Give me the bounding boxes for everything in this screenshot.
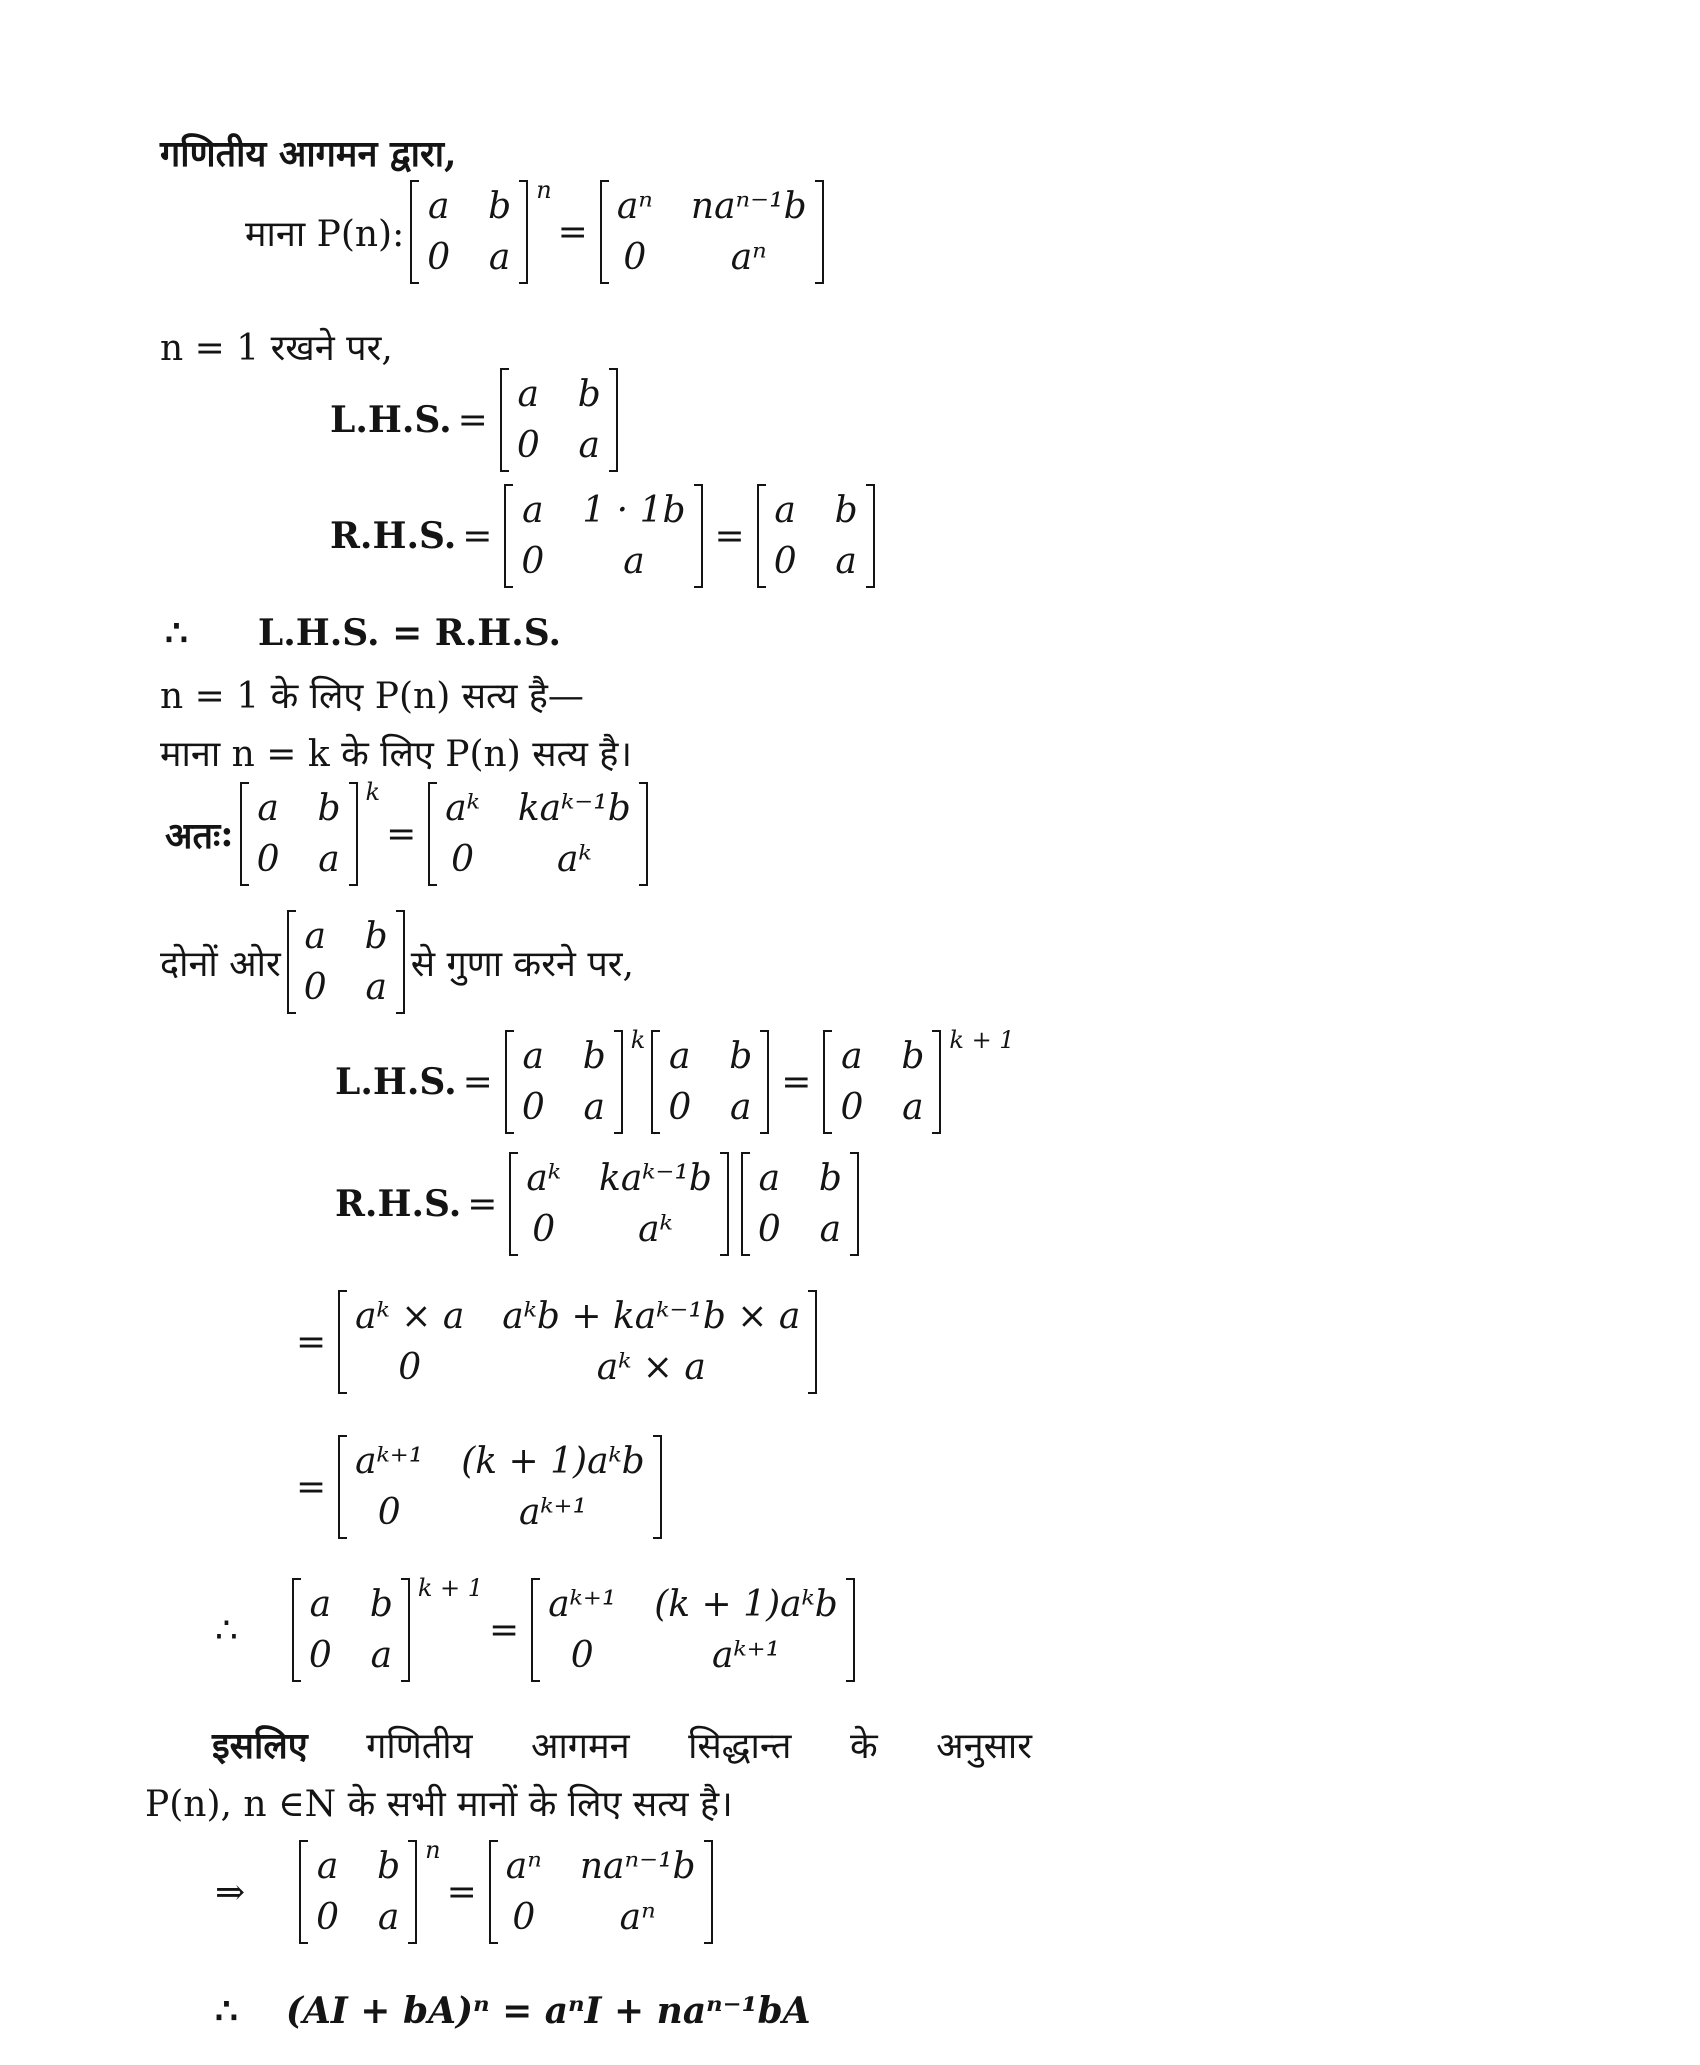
pk-equation: अतः : a b 0 a k = aᵏ kaᵏ⁻¹b 0 aᵏ bbox=[165, 782, 654, 886]
matrix-product-expanded bbox=[338, 1290, 817, 1394]
rhs-label: R.H.S. bbox=[330, 515, 457, 557]
equals-sign: = bbox=[296, 1466, 327, 1508]
power-n: n bbox=[536, 176, 552, 204]
equals-sign: = bbox=[467, 1183, 498, 1225]
lhs-k1-equation bbox=[335, 1026, 1015, 1134]
matrix-cell: b bbox=[317, 788, 341, 829]
matrix-cell: b bbox=[729, 1036, 753, 1077]
equals-sign: = bbox=[781, 1061, 812, 1103]
power-n: n bbox=[425, 1836, 441, 1864]
matrix-cell: a bbox=[902, 1087, 924, 1128]
therefore-symbol: ∴ bbox=[215, 1990, 238, 2032]
multiply-end-text: से गुणा करने पर, bbox=[410, 943, 634, 985]
matrix-cell: a bbox=[583, 1087, 605, 1128]
matrix-cell: kaᵏ⁻¹b bbox=[517, 788, 631, 829]
matrix-cell: aⁿ bbox=[505, 1846, 542, 1887]
matrix-cell: aᵏ⁺¹ bbox=[548, 1584, 617, 1625]
true-for-1-text: n = 1 के लिए P(n) सत्य है— bbox=[160, 676, 584, 717]
power-k: k bbox=[630, 1026, 646, 1054]
matrix-cell: 0 bbox=[377, 1492, 401, 1533]
matrix-cell: aᵏb + kaᵏ⁻¹b × a bbox=[502, 1296, 801, 1337]
matrix-cell: naⁿ⁻¹b bbox=[579, 1846, 696, 1887]
matrix-cell: a bbox=[309, 1584, 332, 1625]
matrix-cell: aᵏ⁺¹ bbox=[518, 1492, 587, 1533]
matrix-pn-rhs bbox=[489, 1840, 713, 1944]
matrix-cell: a bbox=[257, 788, 279, 829]
matrix-cell: a bbox=[370, 1635, 393, 1676]
matrix-cell: b bbox=[364, 916, 388, 957]
matrix-cell: 0 bbox=[398, 1347, 422, 1388]
conclusion-word: के bbox=[849, 1726, 878, 1767]
matrix-base bbox=[757, 484, 875, 588]
matrix-cell: (k + 1)aᵏb bbox=[654, 1584, 838, 1625]
conclusion-line-1 bbox=[212, 1720, 1032, 1769]
final-result-line bbox=[215, 1990, 811, 2032]
lhs-n1-equation bbox=[330, 368, 624, 472]
power-k: k bbox=[365, 778, 381, 806]
matrix-cell: aⁿ bbox=[619, 1897, 656, 1938]
matrix-cell: b bbox=[818, 1158, 842, 1199]
matrix-cell: naⁿ⁻¹b bbox=[690, 186, 807, 227]
matrix-base bbox=[651, 1030, 769, 1134]
matrix-cell: b bbox=[834, 490, 858, 531]
matrix-cell: b bbox=[901, 1036, 925, 1077]
let-pn-equation bbox=[245, 176, 830, 284]
matrix-cell: a bbox=[377, 1897, 400, 1938]
equals-sign: = bbox=[462, 1061, 493, 1103]
let-label: माना P(n): bbox=[245, 213, 405, 255]
matrix-cell: a bbox=[318, 839, 340, 880]
multiply-start-text: दोनों ओर bbox=[160, 943, 281, 985]
matrix-cell: b bbox=[488, 186, 512, 227]
conclusion-word: गणितीय bbox=[366, 1726, 473, 1767]
matrix-base bbox=[410, 180, 528, 284]
equals-sign: = bbox=[457, 399, 488, 441]
assume-k-text: माना n = k के लिए P(n) सत्य है। bbox=[160, 734, 633, 775]
matrix-cell: aᵏ⁺¹ bbox=[355, 1441, 424, 1482]
matrix-cell: aᵏ bbox=[526, 1158, 562, 1199]
conclusion-word: अनुसार bbox=[936, 1726, 1032, 1767]
intro-line bbox=[160, 128, 457, 177]
matrix-cell: a bbox=[316, 1846, 339, 1887]
matrix-cell: 0 bbox=[451, 839, 475, 880]
lhs-eq-rhs-line bbox=[165, 612, 561, 654]
equals-sign: = bbox=[557, 211, 588, 253]
matrix-base bbox=[741, 1152, 859, 1256]
matrix-pk1-rhs bbox=[531, 1578, 855, 1682]
matrix-base bbox=[299, 1840, 417, 1944]
hence-label: अतः bbox=[165, 814, 221, 857]
final-result-text: (AI + bA)ⁿ = aⁿI + naⁿ⁻¹bA bbox=[285, 1990, 811, 2032]
matrix-base bbox=[823, 1030, 941, 1134]
assume-k-line bbox=[160, 728, 632, 777]
matrix-cell: 0 bbox=[532, 1209, 556, 1250]
matrix-cell: b bbox=[577, 374, 601, 415]
matrix-base bbox=[292, 1578, 410, 1682]
matrix-cell: a bbox=[578, 425, 600, 466]
put-n1-line bbox=[160, 322, 393, 371]
matrix-cell: a bbox=[819, 1209, 842, 1250]
matrix-cell: kaᵏ⁻¹b bbox=[599, 1158, 712, 1199]
matrix-cell: a bbox=[758, 1158, 781, 1199]
matrix-cell: 0 bbox=[623, 237, 647, 278]
rhs-k1-equation bbox=[335, 1152, 865, 1256]
lhs-eq-rhs-text: L.H.S. = R.H.S. bbox=[257, 612, 562, 654]
conclusion-word: इसलिए bbox=[212, 1725, 308, 1767]
matrix-cell: 0 bbox=[840, 1087, 864, 1128]
matrix-cell: aⁿ bbox=[730, 237, 767, 278]
matrix-pk-rhs bbox=[509, 1152, 728, 1256]
rhs-n1-equation bbox=[330, 484, 881, 588]
matrix-cell: aᵏ⁺¹ bbox=[711, 1635, 781, 1676]
matrix-cell: a bbox=[669, 1036, 691, 1077]
pk1-equation bbox=[215, 1574, 861, 1682]
matrix-cell: a bbox=[427, 186, 450, 227]
matrix-cell: a bbox=[774, 490, 796, 531]
matrix-cell: a bbox=[730, 1087, 752, 1128]
matrix-pn-rhs bbox=[600, 180, 824, 284]
matrix-cell: 1 · 1b bbox=[582, 490, 686, 531]
therefore-symbol: ∴ bbox=[215, 1609, 238, 1651]
matrix-base bbox=[500, 368, 618, 472]
implies-equation bbox=[215, 1836, 719, 1944]
put-n1-text: n = 1 रखने पर, bbox=[160, 328, 393, 369]
matrix-cell: b bbox=[369, 1584, 393, 1625]
matrix-cell: a bbox=[517, 374, 539, 415]
true-for-1-line bbox=[160, 670, 584, 719]
matrix-cell: 0 bbox=[316, 1897, 340, 1938]
matrix-pk1-rhs bbox=[338, 1435, 662, 1539]
matrix-cell: 0 bbox=[427, 237, 451, 278]
matrix-cell: 0 bbox=[308, 1635, 332, 1676]
therefore-symbol: ∴ bbox=[165, 612, 188, 654]
matrix-cell: b bbox=[582, 1036, 606, 1077]
lhs-label: L.H.S. bbox=[335, 1061, 457, 1103]
matrix-cell: 0 bbox=[512, 1897, 536, 1938]
matrix-cell: aⁿ bbox=[616, 186, 653, 227]
conclusion-2-text: P(n), n ∈N के सभी मानों के लिए सत्य है। bbox=[145, 1784, 733, 1825]
matrix-base bbox=[505, 1030, 623, 1134]
matrix-cell: 0 bbox=[521, 1087, 545, 1128]
equals-sign: = bbox=[296, 1321, 327, 1363]
product-simplified-equation bbox=[290, 1435, 668, 1539]
matrix-cell: 0 bbox=[516, 425, 540, 466]
matrix-cell: 0 bbox=[668, 1087, 692, 1128]
matrix-cell: b bbox=[377, 1846, 401, 1887]
conclusion-line-2 bbox=[145, 1778, 733, 1827]
matrix-base bbox=[287, 910, 405, 1014]
matrix-n1-rhs bbox=[504, 484, 702, 588]
matrix-cell: aᵏ × a bbox=[596, 1347, 706, 1388]
matrix-cell: a bbox=[623, 541, 645, 582]
equals-sign: = bbox=[386, 813, 417, 855]
matrix-cell: a bbox=[488, 237, 511, 278]
matrix-cell: a bbox=[835, 541, 857, 582]
matrix-cell: a bbox=[522, 490, 544, 531]
product-expanded-equation bbox=[290, 1290, 823, 1394]
matrix-cell: a bbox=[304, 916, 326, 957]
conclusion-word: आगमन bbox=[531, 1726, 630, 1767]
matrix-cell: 0 bbox=[757, 1209, 781, 1250]
lhs-label: L.H.S. bbox=[330, 399, 452, 441]
matrix-cell: aᵏ bbox=[445, 788, 480, 829]
matrix-base bbox=[240, 782, 358, 886]
multiply-line bbox=[160, 910, 634, 1014]
matrix-pk-rhs bbox=[428, 782, 647, 886]
matrix-cell: a bbox=[841, 1036, 863, 1077]
equals-sign: = bbox=[489, 1609, 520, 1651]
matrix-cell: 0 bbox=[303, 967, 327, 1008]
matrix-cell: 0 bbox=[521, 541, 545, 582]
power-k-plus-1: k + 1 bbox=[949, 1026, 1015, 1054]
conclusion-word: सिद्धान्त bbox=[688, 1726, 792, 1767]
matrix-cell: a bbox=[522, 1036, 544, 1077]
matrix-cell: aᵏ × a bbox=[355, 1296, 465, 1337]
equals-sign: = bbox=[714, 515, 745, 557]
matrix-cell: (k + 1)aᵏb bbox=[461, 1441, 645, 1482]
matrix-cell: 0 bbox=[773, 541, 797, 582]
matrix-cell: 0 bbox=[256, 839, 280, 880]
equals-sign: = bbox=[462, 515, 493, 557]
matrix-cell: 0 bbox=[570, 1635, 594, 1676]
implies-symbol: ⇒ bbox=[215, 1871, 246, 1913]
equals-sign: = bbox=[446, 1871, 477, 1913]
matrix-cell: aᵏ bbox=[557, 839, 592, 880]
rhs-label: R.H.S. bbox=[335, 1183, 462, 1225]
intro-text: गणितीय आगमन द्वारा, bbox=[160, 133, 457, 175]
matrix-cell: a bbox=[365, 967, 387, 1008]
matrix-cell: aᵏ bbox=[638, 1209, 673, 1250]
power-k-plus-1: k + 1 bbox=[417, 1574, 484, 1602]
